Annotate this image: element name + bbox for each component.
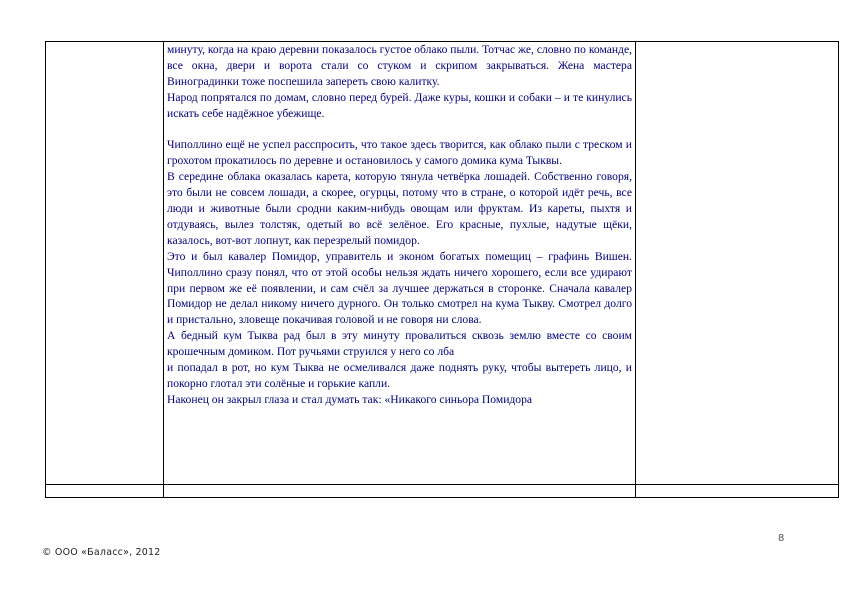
story-paragraph: Это и был кавалер Помидор, управитель и эконом богатых помещиц – графинь Вишен. Чиполлино сразу понял, что от этой особы нельзя ждать ничего хорошего, если все удирают при первом же её появлении, и сам счёл за лучшее держаться в сторонке. Сначала кавалер Помидор не делал никому ничего дурного. Он только смотрел на кума Тыкву. Смотрел долго и пристально, зловеще покачивая головой и не говоря ни слова.: [167, 249, 632, 327]
copyright-footer: © ООО «Баласс», 2012: [42, 547, 161, 558]
story-paragraph: А бедный кум Тыква рад был в эту минуту провалиться сквозь землю вместе со своим крошечным домиком. Пот ручьями струился у него со лба: [167, 329, 632, 359]
story-paragraph: Наконец он закрыл глаза и стал думать так: «Никакого синьора Помидора: [167, 392, 533, 406]
story-paragraph: и попадал в рот, но кум Тыква не осмеливался даже поднять руку, чтобы вытереть лицо, и покорно глотал эти солёные и горькие капли.: [167, 361, 632, 391]
story-paragraph: В середине облака оказалась карета, которую тянула четвёрка лошадей. Собственно говоря, это были не совсем лошади, а скорее, огурцы, потому что в стране, о которой идёт речь, все люди и животные были сродни каким-нибудь овощам или фруктам. Из кареты, пыхтя и отдуваясь, вылез толстяк, одетый во всё зелёное. Его красные, пухлые, надутые щёки, казалось, вот-вот лопнут, как перезрелый помидор.: [167, 170, 632, 247]
story-paragraph: Народ попрятался по домам, словно перед бурей. Даже куры, кошки и собаки – и те кинулись искать себе надёжное убежище.: [167, 90, 632, 120]
table-column-divider-left: [163, 42, 164, 497]
table-column-divider-right: [635, 42, 636, 497]
story-text-cell: [167, 42, 632, 497]
story-paragraph: минуту, когда на краю деревни показалось густое облако пыли. Тотчас же, словно по команде, все окна, двери и ворота стали со стуком и скрипом закрываться. Жена мастера Виноградинки тоже поспешила запереть свою калитку.: [167, 43, 632, 88]
document-table: [45, 41, 839, 498]
page-number: 8: [778, 533, 785, 544]
story-paragraph: Чиполлино ещё не успел расспросить, что такое здесь творится, как облако пыли с треском и грохотом прокатилось по деревне и остановилось у самого домика кума Тыквы.: [167, 138, 632, 168]
